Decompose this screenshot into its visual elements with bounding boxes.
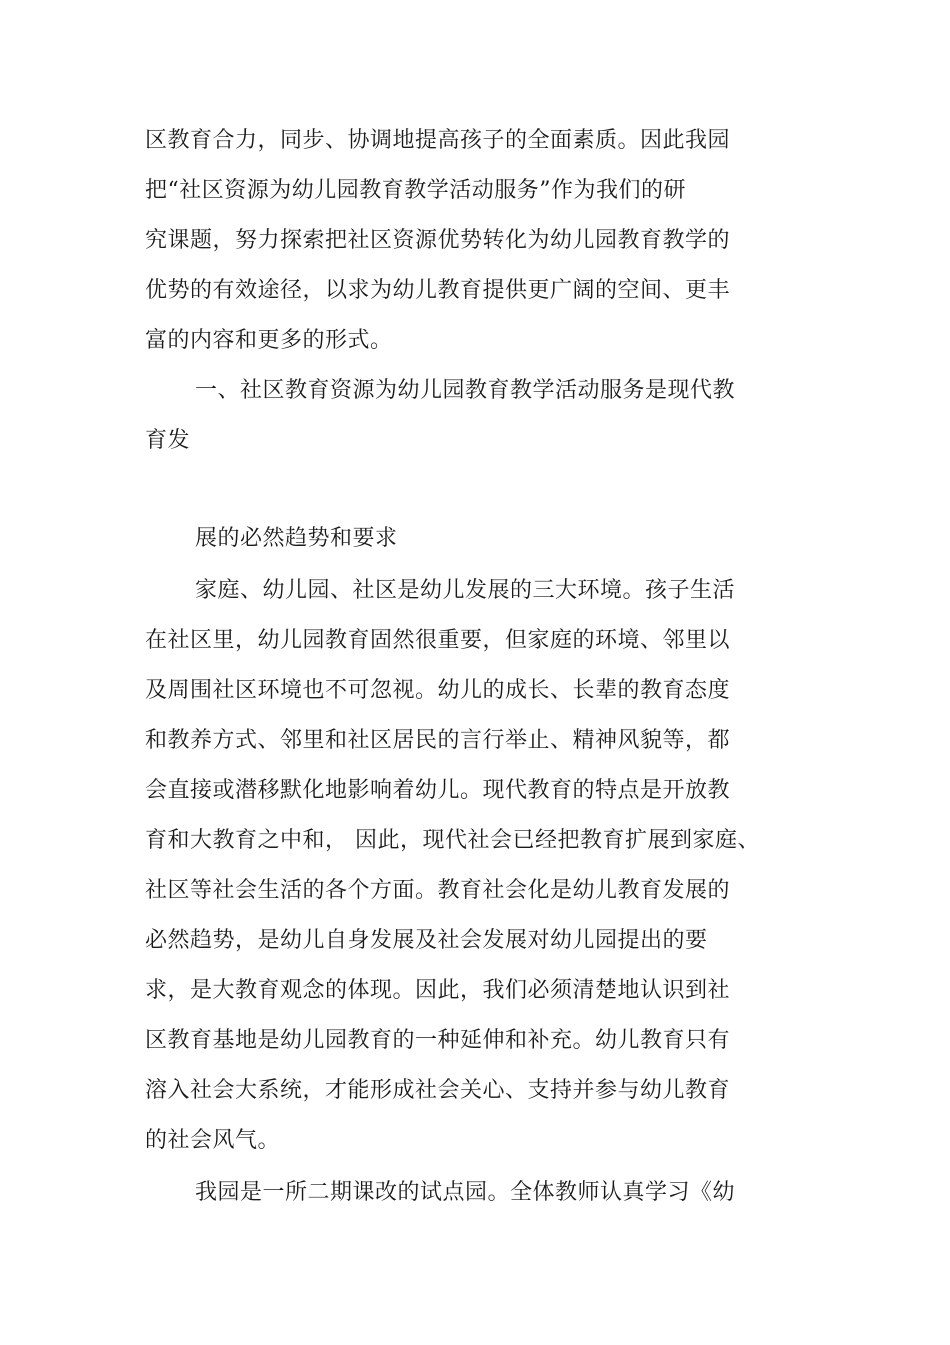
text-line: 溶入社会大系统，才能形成社会关心、支持并参与幼儿教育 (145, 1078, 731, 1103)
text-line: 育和大教育之中和， 因此，现代社会已经把教育扩展到家庭、 (145, 828, 760, 853)
text-line: 及周围社区环境也不可忽视。幼儿的成长、长辈的教育态度 (145, 678, 731, 703)
text-line: 求，是大教育观念的体现。因此，我们必须清楚地认识到社 (145, 978, 731, 1003)
section-heading-continued: 展的必然趋势和要求 (195, 526, 398, 551)
text-line: 优势的有效途径，以求为幼儿教育提供更广阔的空间、更丰 (145, 278, 731, 303)
paragraph-start-line: 家庭、幼儿园、社区是幼儿发展的三大环境。孩子生活 (195, 578, 736, 603)
section-heading-line: 育发 (145, 428, 191, 453)
text-line: 究课题，努力探索把社区资源优势转化为幼儿园教育教学的 (145, 228, 731, 253)
text-line: 富的内容和更多的形式。 (145, 328, 393, 353)
text-line: 把“社区资源为幼儿园教育教学活动服务”作为我们的研 (145, 178, 686, 203)
text-line: 的社会风气。 (145, 1128, 281, 1153)
text-line: 会直接或潜移默化地影响着幼儿。现代教育的特点是开放教 (145, 778, 731, 803)
paragraph-start-line: 我园是一所二期课改的试点园。全体教师认真学习《幼 (195, 1180, 736, 1205)
text-line: 在社区里，幼儿园教育固然很重要，但家庭的环境、邻里以 (145, 628, 731, 653)
section-heading-line: 一、社区教育资源为幼儿园教育教学活动服务是现代教 (195, 378, 736, 403)
text-line: 和教养方式、邻里和社区居民的言行举止、精神风貌等，都 (145, 728, 731, 753)
text-line: 必然趋势，是幼儿自身发展及社会发展对幼儿园提出的要 (145, 928, 708, 953)
text-line: 区教育基地是幼儿园教育的一种延伸和补充。幼儿教育只有 (145, 1028, 731, 1053)
text-line: 区教育合力，同步、协调地提高孩子的全面素质。因此我园 (145, 128, 731, 153)
text-line: 社区等社会生活的各个方面。教育社会化是幼儿教育发展的 (145, 878, 731, 903)
